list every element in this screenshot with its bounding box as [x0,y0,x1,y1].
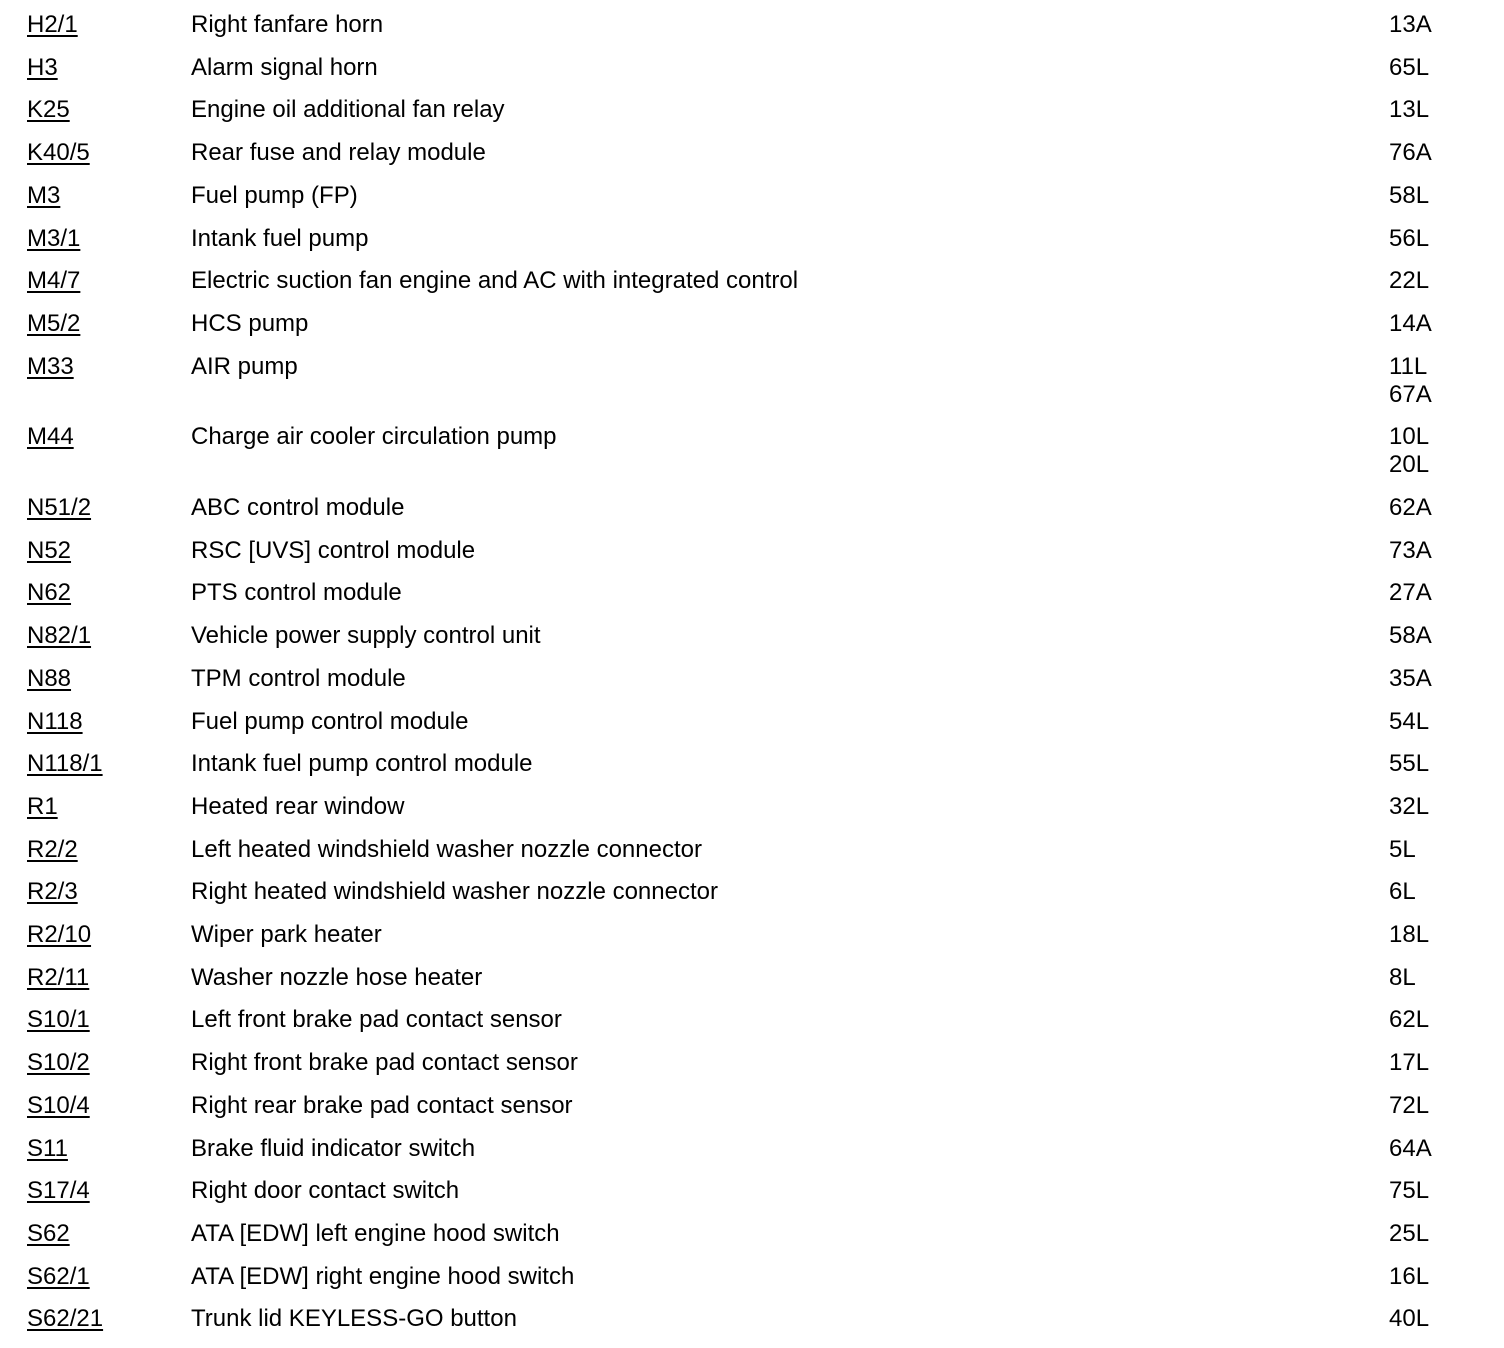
component-code-link[interactable]: S62 [27,1220,70,1247]
component-description: Trunk lid KEYLESS-GO button [191,1305,517,1332]
component-description: Engine oil additional fan relay [191,96,505,123]
component-description: Fuel pump (FP) [191,182,358,209]
location-list [1389,1135,1432,1163]
location-list [1389,665,1432,693]
component-description: Heated rear window [191,793,405,820]
component-description: ATA [EDW] right engine hood switch [191,1263,575,1290]
component-description: Vehicle power supply control unit [191,622,541,649]
component-code-link[interactable]: R2/10 [27,921,92,948]
location-value: 11L [1389,353,1428,380]
location-value: 55L [1389,750,1430,777]
location-value: 54L [1389,708,1430,735]
location-list [1389,1263,1429,1291]
component-description: Washer nozzle hose heater [191,964,483,991]
component-description: Alarm signal horn [191,54,378,81]
component-description: Left front brake pad contact sensor [191,1006,562,1033]
component-code-link[interactable]: K25 [27,96,70,123]
location-list [1389,494,1432,522]
location-list [1389,537,1432,565]
component-code-link[interactable]: M5/2 [27,310,81,337]
location-list [1389,139,1432,167]
location-value: 64A [1389,1135,1432,1162]
location-value: 76A [1389,139,1432,166]
location-list [1389,921,1429,949]
component-code-link[interactable]: S10/1 [27,1006,90,1033]
component-code-link[interactable]: M4/7 [27,267,81,294]
location-value: 65L [1389,54,1430,81]
location-value: 72L [1389,1092,1430,1119]
location-value: 13L [1389,96,1430,123]
location-value: 32L [1389,793,1430,820]
location-value: 62A [1389,494,1432,521]
location-value: 40L [1389,1305,1430,1332]
component-code-link[interactable]: N51/2 [27,494,92,521]
component-code-link[interactable]: S10/4 [27,1092,90,1119]
component-description: Right front brake pad contact sensor [191,1049,578,1076]
location-value: 67A [1389,381,1432,408]
component-code-link[interactable]: N118 [27,708,83,735]
component-code-link[interactable]: N88 [27,665,72,692]
component-code-link[interactable]: R2/2 [27,836,78,863]
location-list [1389,579,1432,607]
component-code-link[interactable]: M44 [27,423,74,450]
location-list [1389,225,1429,253]
component-description: Right fanfare horn [191,11,384,38]
location-list [1389,1092,1429,1120]
component-code-link[interactable]: N62 [27,579,72,606]
component-code-link[interactable]: M3 [27,182,61,209]
component-description: HCS pump [191,310,309,337]
location-list [1389,353,1432,409]
location-list [1389,1049,1429,1077]
location-value: 13A [1389,11,1432,38]
location-list [1389,11,1432,39]
component-code-link[interactable]: S10/2 [27,1049,90,1076]
location-value: 8L [1389,964,1416,991]
location-value: 17L [1389,1049,1430,1076]
location-value: 58L [1389,182,1430,209]
component-code-link[interactable]: M33 [27,353,74,380]
component-description: Fuel pump control module [191,708,469,735]
location-list [1389,310,1432,338]
component-code-link[interactable]: S17/4 [27,1177,90,1204]
location-value: 14A [1389,310,1432,337]
component-description: Charge air cooler circulation pump [191,423,557,450]
location-list [1389,878,1416,906]
location-value: 27A [1389,579,1432,606]
location-value: 58A [1389,622,1432,649]
component-code-link[interactable]: S62/1 [27,1263,90,1290]
component-description: ATA [EDW] left engine hood switch [191,1220,560,1247]
location-list [1389,708,1429,736]
location-value: 6L [1389,878,1416,905]
location-list [1389,96,1429,124]
component-description: RSC [UVS] control module [191,537,476,564]
location-list [1389,836,1416,864]
location-value: 25L [1389,1220,1430,1247]
location-list [1389,1006,1429,1034]
component-description: PTS control module [191,579,402,606]
component-description: Left heated windshield washer nozzle connector [191,836,702,863]
component-code-link[interactable]: R1 [27,793,58,820]
component-description: ABC control module [191,494,405,521]
location-list [1389,54,1429,82]
location-value: 35A [1389,665,1432,692]
location-value: 75L [1389,1177,1430,1204]
location-list [1389,1220,1429,1248]
location-list [1389,423,1429,479]
location-list [1389,182,1429,210]
location-value: 20L [1389,451,1430,478]
component-code-link[interactable]: K40/5 [27,139,90,166]
component-code-link[interactable]: H3 [27,54,58,81]
component-code-link[interactable]: R2/3 [27,878,78,905]
component-description: TPM control module [191,665,406,692]
component-code-link[interactable]: N52 [27,537,72,564]
component-description: AIR pump [191,353,298,380]
location-value: 73A [1389,537,1432,564]
location-value: 62L [1389,1006,1430,1033]
component-description: Electric suction fan engine and AC with integrated control [191,267,799,294]
location-list [1389,1305,1429,1333]
location-value: 5L [1389,836,1416,863]
component-code-link[interactable]: H2/1 [27,11,78,38]
location-list [1389,750,1429,778]
component-description: Wiper park heater [191,921,382,948]
component-description: Right heated windshield washer nozzle connector [191,878,718,905]
location-value: 18L [1389,921,1430,948]
component-code-link[interactable]: R2/11 [27,964,90,991]
component-code-link[interactable]: N118/1 [27,750,103,777]
location-value: 10L [1389,423,1430,450]
component-description: Intank fuel pump control module [191,750,533,777]
location-value: 16L [1389,1263,1430,1290]
location-list [1389,1177,1429,1205]
component-description: Rear fuse and relay module [191,139,486,166]
component-description: Right rear brake pad contact sensor [191,1092,573,1119]
location-list [1389,267,1429,295]
location-list [1389,793,1429,821]
location-list [1389,964,1416,992]
component-code-link[interactable]: M3/1 [27,225,81,252]
component-description: Brake fluid indicator switch [191,1135,476,1162]
location-value: 56L [1389,225,1430,252]
component-description: Intank fuel pump [191,225,369,252]
component-code-link[interactable]: N82/1 [27,622,92,649]
location-list [1389,622,1432,650]
component-description: Right door contact switch [191,1177,460,1204]
component-code-link[interactable]: S62/21 [27,1305,104,1332]
location-value: 22L [1389,267,1430,294]
component-code-link[interactable]: S11 [27,1135,68,1162]
